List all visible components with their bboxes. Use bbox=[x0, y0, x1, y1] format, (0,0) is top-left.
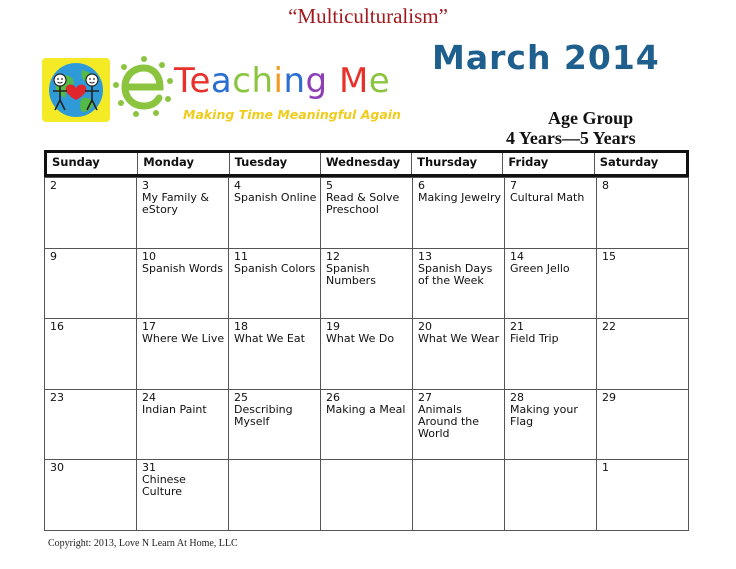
day-activity: Field Trip bbox=[510, 332, 559, 345]
day-cell bbox=[413, 459, 505, 530]
day-activity: Where We Live bbox=[142, 332, 225, 345]
logo-letter: n bbox=[283, 61, 306, 101]
day-activity: Spanish Numbers bbox=[326, 261, 376, 287]
logo-letter: g bbox=[305, 61, 328, 101]
day-activity: My Family & eStory bbox=[142, 191, 209, 216]
day-cell bbox=[505, 318, 597, 389]
day-activity: Read & Solve Preschool bbox=[326, 191, 400, 216]
day-cell bbox=[137, 248, 229, 319]
day-number: 15 bbox=[602, 249, 616, 263]
day-activity: Making your Flag bbox=[510, 402, 578, 428]
day-cell bbox=[321, 318, 413, 389]
day-cell bbox=[45, 248, 137, 319]
logo-letter: c bbox=[232, 61, 252, 101]
day-number: 8 bbox=[602, 179, 609, 192]
day-number: 3 bbox=[142, 179, 149, 192]
day-activity: What We Do bbox=[326, 332, 395, 345]
calendar bbox=[44, 150, 689, 531]
day-cell bbox=[229, 177, 321, 248]
day-cell bbox=[413, 248, 505, 319]
day-number: 13 bbox=[418, 249, 432, 263]
day-cell bbox=[321, 389, 413, 460]
day-number: 27 bbox=[418, 390, 432, 404]
logo-letter: e bbox=[368, 61, 391, 101]
day-cell bbox=[137, 318, 229, 389]
age-group-label: Age Group bbox=[548, 108, 634, 128]
day-activity: Green Jello bbox=[510, 261, 570, 275]
weekday-saturday: Saturday bbox=[599, 155, 659, 169]
day-cell bbox=[229, 459, 321, 530]
day-number: 10 bbox=[142, 249, 156, 263]
day-number: 25 bbox=[234, 390, 248, 404]
day-number: 23 bbox=[50, 390, 64, 404]
day-cell bbox=[597, 459, 689, 530]
day-cell bbox=[597, 318, 689, 389]
day-number: 31 bbox=[142, 461, 156, 474]
day-number: 17 bbox=[142, 320, 156, 333]
copyright: Copyright: 2013, Love N Learn At Home, LLC bbox=[48, 538, 238, 549]
day-cell bbox=[505, 248, 597, 319]
day-number: 1 bbox=[602, 461, 609, 474]
day-number: 28 bbox=[510, 390, 524, 404]
day-cell bbox=[597, 177, 689, 248]
day-number: 20 bbox=[418, 320, 432, 333]
day-cell bbox=[137, 177, 229, 248]
day-cell bbox=[229, 389, 321, 460]
day-number: 12 bbox=[326, 249, 340, 263]
day-number: 4 bbox=[234, 179, 241, 192]
day-number: 16 bbox=[50, 320, 64, 333]
day-cell bbox=[45, 177, 137, 248]
day-number: 26 bbox=[326, 390, 340, 404]
day-activity: Cultural Math bbox=[510, 191, 585, 204]
weekday-monday: Monday bbox=[138, 153, 229, 174]
day-number: 2 bbox=[50, 179, 57, 192]
weekday-wednesday: Wednesday bbox=[321, 153, 412, 174]
day-cell bbox=[321, 459, 413, 530]
day-number: 14 bbox=[510, 249, 524, 263]
age-range: 4 Years—5 Years bbox=[506, 128, 636, 148]
day-cell bbox=[505, 459, 597, 530]
logo-letter bbox=[328, 61, 339, 101]
day-cell bbox=[597, 248, 689, 319]
day-number: 21 bbox=[510, 320, 524, 333]
theme-title: “Multiculturalism” bbox=[288, 4, 448, 28]
day-cell bbox=[413, 389, 505, 460]
day-number: 19 bbox=[326, 320, 340, 333]
day-cell bbox=[505, 389, 597, 460]
logo-tagline: Making Time Meaningful Again bbox=[183, 107, 401, 122]
logo-letter: h bbox=[251, 61, 274, 101]
logo-letter: M bbox=[338, 61, 369, 101]
day-cell bbox=[597, 389, 689, 460]
day-activity: Spanish Words bbox=[142, 261, 223, 275]
day-number: 29 bbox=[602, 390, 616, 404]
day-activity: Chinese Culture bbox=[142, 473, 186, 498]
day-number: 22 bbox=[602, 320, 616, 333]
day-activity: Animals Around the World bbox=[418, 402, 480, 440]
month-title: March 2014 bbox=[432, 38, 660, 77]
day-cell bbox=[321, 177, 413, 248]
day-activity: What We Wear bbox=[418, 332, 500, 345]
day-cell bbox=[413, 177, 505, 248]
day-number: 9 bbox=[50, 249, 57, 263]
day-cell bbox=[45, 389, 137, 460]
day-number: 11 bbox=[234, 249, 248, 263]
day-activity: Making Jewelry bbox=[418, 191, 501, 204]
day-cell bbox=[505, 177, 597, 248]
day-cell bbox=[229, 318, 321, 389]
day-cell bbox=[137, 389, 229, 460]
weekday-friday: Friday bbox=[503, 153, 594, 174]
day-cell bbox=[137, 459, 229, 530]
logo-letter: e bbox=[189, 61, 211, 101]
green-e-icon bbox=[112, 55, 176, 119]
day-activity: Spanish Days of the Week bbox=[418, 261, 493, 287]
day-activity: What We Eat bbox=[234, 332, 305, 345]
day-activity: Making a Meal bbox=[326, 402, 406, 416]
day-activity: Spanish Online bbox=[234, 191, 317, 204]
day-number: 6 bbox=[418, 179, 425, 192]
logo-letter: a bbox=[210, 61, 233, 101]
logo-letter: T bbox=[174, 61, 190, 101]
day-activity: Spanish Colors bbox=[234, 261, 316, 275]
day-cell bbox=[45, 318, 137, 389]
weekday-sunday: Sunday bbox=[47, 153, 138, 174]
logo bbox=[42, 55, 412, 127]
weekday-header bbox=[44, 150, 689, 177]
weekday-thursday: Thursday bbox=[412, 153, 503, 174]
day-activity: Indian Paint bbox=[142, 402, 207, 416]
calendar-grid bbox=[44, 177, 689, 531]
day-cell bbox=[413, 318, 505, 389]
day-number: 7 bbox=[510, 179, 517, 192]
weekday-tuesday: Tuesday bbox=[230, 153, 321, 174]
globe-kids-icon bbox=[42, 58, 110, 122]
logo-wordmark bbox=[174, 61, 390, 101]
logo-letter: i bbox=[273, 61, 284, 101]
day-cell bbox=[229, 248, 321, 319]
day-number: 18 bbox=[234, 320, 248, 333]
day-activity: Describing Myself bbox=[234, 402, 293, 428]
day-cell bbox=[321, 248, 413, 319]
day-number: 30 bbox=[50, 461, 64, 474]
day-number: 5 bbox=[326, 179, 333, 192]
day-number: 24 bbox=[142, 390, 156, 404]
day-cell bbox=[45, 459, 137, 530]
